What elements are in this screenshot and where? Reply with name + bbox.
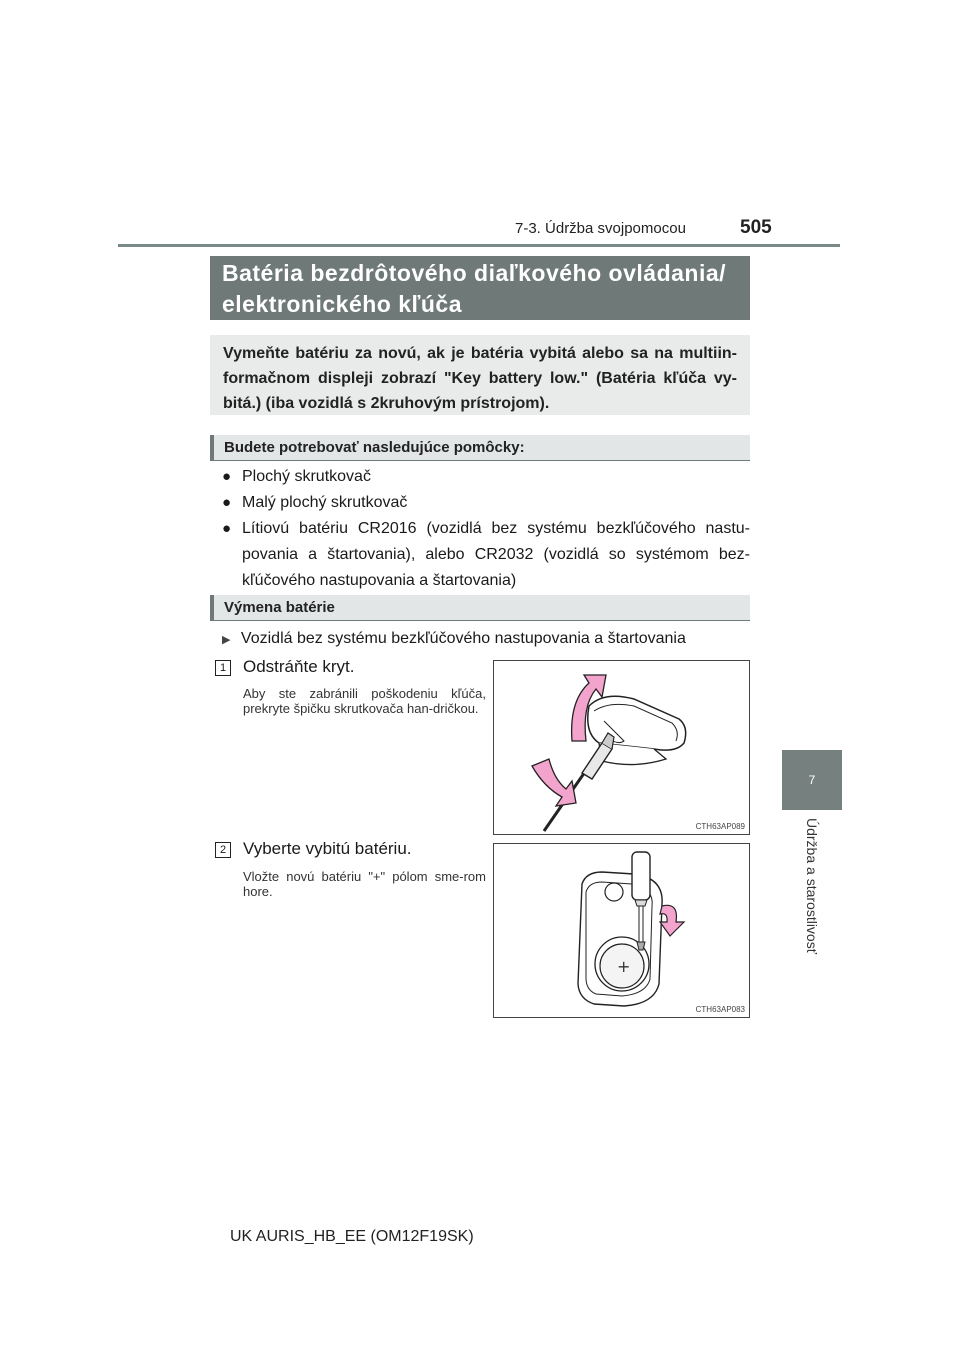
chapter-tab xyxy=(782,750,842,810)
chapter-title: Údržba a starostlivosť xyxy=(804,818,820,954)
tools-heading: Budete potrebovať nasledujúce pomôcky: xyxy=(210,435,750,461)
step-title: Vyberte vybitú batériu. xyxy=(243,839,412,858)
figure-code: CTH63AP083 xyxy=(695,1005,745,1014)
tool-item-text: Malý plochý skrutkovač xyxy=(242,494,408,511)
step-note: Vložte novú batériu "+" pólom sme-rom hore. xyxy=(243,869,486,899)
svg-text:+: + xyxy=(617,957,631,976)
intro-line-1: Vymeňte batériu za novú, ak je batéria vybitá alebo sa na multiin- xyxy=(223,345,737,362)
intro-line-3: bitá.) (iba vozidlá s 2kruhovým prístrojom). xyxy=(223,395,550,412)
page-title-line-2: elektronického kľúča xyxy=(222,291,463,317)
intro-line-2: formačnom displeji zobrazí "Key battery low." (Batéria kľúča vy- xyxy=(223,370,737,387)
replace-heading: Výmena batérie xyxy=(210,595,750,621)
figure-remove-battery xyxy=(493,843,750,1018)
triangle-marker-icon: ▶ xyxy=(222,634,231,646)
vehicle-case xyxy=(222,627,750,652)
bullet-icon: ● xyxy=(222,494,232,511)
bullet-icon: ● xyxy=(222,520,232,537)
section-label: 7-3. Údržba svojpomocou xyxy=(515,220,686,237)
pry-arrow-icon xyxy=(660,905,684,936)
figure-code: CTH63AP089 xyxy=(695,822,745,831)
footer-model-code: UK AURIS_HB_EE (OM12F19SK) xyxy=(230,1228,474,1245)
figure-remove-cover xyxy=(493,660,750,835)
vehicle-case-text: Vozidlá bez systému bezkľúčového nastupovania a štartovania xyxy=(240,630,686,647)
page-title-line-1: Batéria bezdrôtového diaľkového ovládania/ xyxy=(222,260,727,286)
battery-removal-illustration xyxy=(494,844,749,1017)
tool-item xyxy=(222,490,750,516)
page-number: 505 xyxy=(740,217,772,238)
step-title: Odstráňte kryt. xyxy=(243,657,355,676)
tool-item xyxy=(222,516,750,594)
tool-item-text: Lítiovú batériu CR2016 (vozidlá bez systému bezkľúčového nastu-povania a štartovania), alebo CR2032 (vozidlá so systémom bez-kľúčového nastupovania a štartovania) xyxy=(242,520,750,589)
header-rule xyxy=(118,244,840,247)
push-arrow-icon xyxy=(532,759,576,806)
step-note: Aby ste zabránili poškodeniu kľúča, prekryte špičku skrutkovača han-dričkou. xyxy=(243,686,486,716)
key-cover-illustration xyxy=(494,661,749,834)
tool-item-text: Plochý skrutkovač xyxy=(242,468,371,485)
bullet-icon: ● xyxy=(222,468,232,485)
step-number: 2 xyxy=(215,842,231,858)
chapter-number: 7 xyxy=(808,773,816,787)
step-number: 1 xyxy=(215,660,231,676)
intro-box xyxy=(210,335,750,415)
page-title xyxy=(210,256,750,320)
tool-item xyxy=(222,464,750,490)
